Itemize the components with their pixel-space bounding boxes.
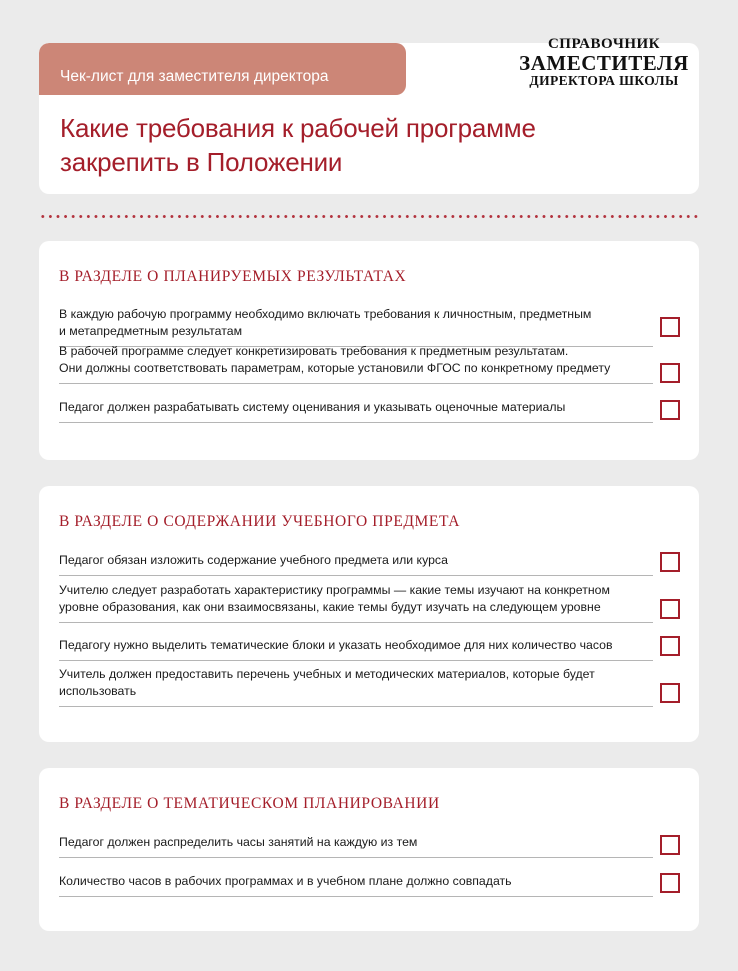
dotted-divider — [39, 215, 699, 218]
checkbox[interactable] — [660, 636, 680, 656]
checkbox[interactable] — [660, 363, 680, 383]
section-title: В РАЗДЕЛЕ О СОДЕРЖАНИИ УЧЕБНОГО ПРЕДМЕТА — [59, 513, 461, 530]
item-text — [59, 834, 417, 851]
logo-line-3: ДИРЕКТОРА ШКОЛЫ — [529, 73, 679, 88]
checklist-item — [59, 623, 653, 661]
checkbox[interactable] — [660, 873, 680, 893]
section-planned-results — [39, 241, 699, 460]
item-text-line-1: Педагогу нужно выделить тематические блоки и указать необходимое для них количество часов — [59, 637, 613, 652]
item-text — [59, 873, 512, 890]
item-text — [59, 306, 591, 339]
page-title-line-1: Какие требования к рабочей программе — [60, 113, 536, 143]
item-text-line-1: Педагог должен разрабатывать систему оценивания и указывать оценочные материалы — [59, 399, 566, 414]
header-band-label: Чек-лист для заместителя директора — [60, 68, 329, 85]
section-subject-content — [39, 486, 699, 742]
checklist-item — [59, 661, 653, 707]
item-text — [59, 666, 595, 699]
item-text — [59, 637, 613, 654]
publication-logo — [504, 36, 704, 88]
item-text-line-1: В каждую рабочую программу необходимо включать требования к личностным, предметным — [59, 307, 592, 321]
item-text-line-2: и метапредметным результатам — [59, 323, 243, 338]
checkbox[interactable] — [660, 835, 680, 855]
item-text-line-1: В рабочей программе следует конкретизировать требования к предметным результатам. — [59, 344, 569, 358]
checklist-item — [59, 576, 653, 623]
item-text-line-1: Педагог должен распределить часы занятий на каждую из тем — [59, 834, 418, 849]
item-text-line-1: Учителю следует разработать характеристику программы — какие темы изучают на конкретном — [59, 583, 610, 597]
logo-line-2: ЗАМЕСТИТЕЛЯ — [519, 51, 689, 75]
checkbox[interactable] — [660, 552, 680, 572]
item-text-line-2: уровне образования, как они взаимосвязаны, какие темы будут изучать на следующем уровне — [59, 599, 601, 614]
checklist-item — [59, 546, 653, 576]
item-text-line-1: Количество часов в рабочих программах и в учебном плане должно совпадать — [59, 873, 512, 888]
item-text-line-1: Учитель должен предоставить перечень учебных и методических материалов, которые будет — [59, 667, 595, 681]
checklist-item — [59, 384, 653, 423]
item-text-line-2: использовать — [59, 683, 137, 698]
page-title-line-2: закрепить в Положении — [60, 147, 343, 177]
item-text — [59, 582, 610, 615]
section-thematic-planning — [39, 768, 699, 931]
item-text — [59, 552, 448, 569]
checkbox[interactable] — [660, 683, 680, 703]
checklist-item — [59, 828, 653, 858]
checkbox[interactable] — [660, 599, 680, 619]
checkbox[interactable] — [660, 317, 680, 337]
header-band — [39, 43, 406, 95]
checklist-item — [59, 301, 653, 347]
item-text-line-2: Они должны соответствовать параметрам, которые установили ФГОС по конкретному предмету — [59, 360, 611, 375]
item-text — [59, 399, 565, 416]
section-title: В РАЗДЕЛЕ О ПЛАНИРУЕМЫХ РЕЗУЛЬТАТАХ — [59, 268, 407, 285]
item-text — [59, 343, 610, 376]
checkbox[interactable] — [660, 400, 680, 420]
checklist-item — [59, 858, 653, 897]
section-title: В РАЗДЕЛЕ О ТЕМАТИЧЕСКОМ ПЛАНИРОВАНИИ — [59, 795, 440, 812]
checklist-item — [59, 344, 653, 384]
logo-line-1: СПРАВОЧНИК — [547, 36, 661, 52]
page-title — [60, 111, 680, 179]
item-text-line-1: Педагог обязан изложить содержание учебного предмета или курса — [59, 552, 448, 567]
